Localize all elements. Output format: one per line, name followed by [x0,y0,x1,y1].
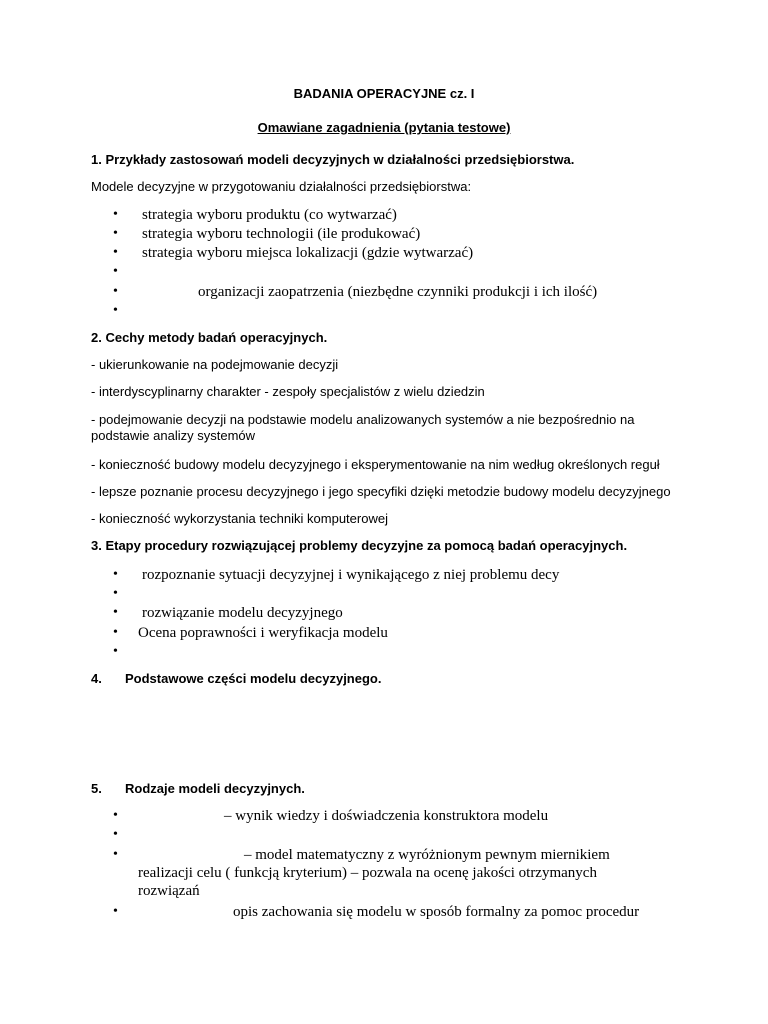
bullet-icon: • [113,904,118,919]
section-4-heading: Podstawowe części modelu decyzyjnego. [125,671,382,686]
section-2-line: - podejmowanie decyzji na podstawie modelu analizowanych systemów a nie bezpośrednio na podstawie analizy systemów [91,412,635,443]
list-item-text: strategia wyboru produktu (co wytwarzać) [142,207,397,223]
section-5-heading: Rodzaje modeli decyzyjnych. [125,781,305,796]
bullet-icon: • [113,808,118,823]
bullet-icon: • [113,226,118,241]
bullet-icon: • [113,284,118,299]
bullet-icon: • [113,625,118,640]
bullet-icon: • [113,245,118,260]
list-item-text: strategia wyboru technologii (ile produkować) [142,226,421,242]
bullet-icon: • [113,605,118,620]
bullet-icon: • [113,827,118,842]
bullet-icon: • [113,207,118,222]
list-item-text: strategia wyboru miejsca lokalizacji (gdzie wytwarzać) [142,245,474,261]
section-2-line: - konieczność budowy modelu decyzyjnego i eksperymentowanie na nim według określonych reguł [91,457,660,472]
bullet-icon: • [113,303,118,318]
list-item-text: organizacji zaopatrzenia (niezbędne czynniki produkcji i ich ilość) [198,284,598,300]
section-4-number: 4. [91,671,102,686]
list-item-text: Ocena poprawności i weryfikacja modelu [138,625,388,641]
section-2-line: - konieczność wykorzystania techniki komputerowej [91,511,388,526]
bullet-icon: • [113,586,118,601]
bullet-icon: • [113,567,118,582]
bullet-icon: • [113,264,118,279]
section-3-heading: 3. Etapy procedury rozwiązującej problemy decyzyjne za pomocą badań operacyjnych. [91,538,628,553]
list-item-text: – model matematyczny z wyróżnionym pewnym miernikiem realizacji celu ( funkcją kryterium) – pozwala na ocenę jakości otrzymanych rozwiązań [138,847,610,899]
section-1-heading: 1. Przykłady zastosowań modeli decyzyjnych w działalności przedsiębiorstwa. [91,152,575,167]
list-item-text: opis zachowania się modelu w sposób formalny za pomoc procedur [233,904,640,920]
list-item-text: – wynik wiedzy i doświadczenia konstruktora modelu [224,808,549,824]
section-2-line: - ukierunkowanie na podejmowanie decyzji [91,357,339,372]
section-2-line: - lepsze poznanie procesu decyzyjnego i jego specyfiki dzięki metodzie budowy modelu decyzyjnego [91,484,671,499]
section-2-heading: 2. Cechy metody badań operacyjnych. [91,330,328,345]
page-subtitle: Omawiane zagadnienia (pytania testowe) [257,120,511,135]
list-item-text: rozpoznanie sytuacji decyzyjnej i wynikającego z niej problemu decy [142,567,560,583]
section-2-line: - interdyscyplinarny charakter - zespoły specjalistów z wielu dziedzin [91,384,485,399]
bullet-icon: • [113,644,118,659]
section-5-number: 5. [91,781,102,796]
bullet-icon: • [113,847,118,862]
list-item-text: rozwiązanie modelu decyzyjnego [142,605,343,621]
section-1-intro: Modele decyzyjne w przygotowaniu działalności przedsiębiorstwa: [91,179,472,194]
page-title: BADANIA OPERACYJNE cz. I [293,86,475,101]
